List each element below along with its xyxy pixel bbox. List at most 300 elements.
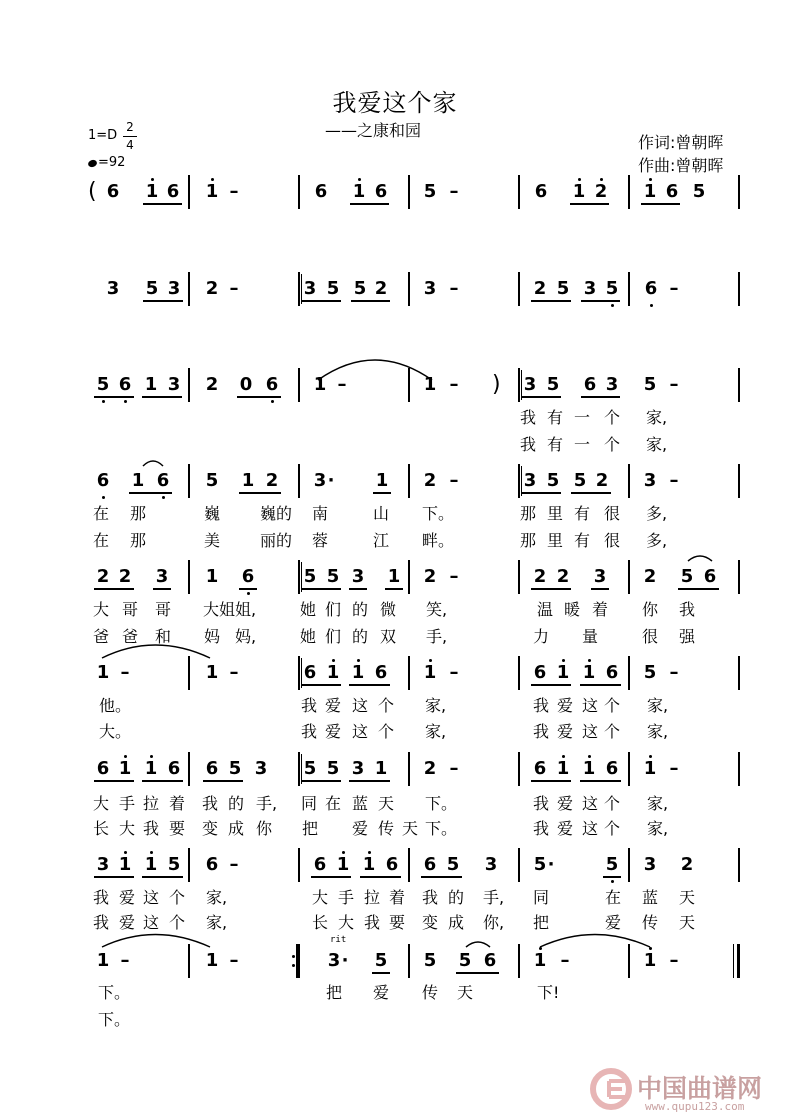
lyric-syllable: 爱: [557, 794, 574, 813]
tie-slur: [102, 645, 210, 658]
note: 2: [96, 566, 110, 587]
note: –: [669, 278, 679, 299]
note: 5: [145, 278, 159, 299]
note: 1: [144, 854, 158, 875]
note: 5: [96, 374, 110, 395]
watermark: [589, 1063, 789, 1119]
note: 6: [534, 181, 548, 202]
lyric-syllable: 多,: [646, 531, 668, 550]
lyric-syllable: 家,: [425, 722, 447, 741]
key-signature: 1=D: [88, 128, 118, 143]
lyric-syllable: 我: [533, 696, 550, 715]
note: 3: [313, 470, 327, 491]
note: 1: [326, 662, 340, 683]
lyric-syllable: 那: [130, 531, 147, 550]
lyric-syllable: 妈,: [235, 627, 257, 646]
lyric-syllable: 在: [325, 794, 342, 813]
note: 3: [523, 470, 537, 491]
lyric-syllable: 家,: [647, 696, 669, 715]
lyric-syllable: 手,: [483, 888, 505, 907]
lyric-syllable: 双: [380, 627, 397, 646]
lyric-syllable: 我: [202, 794, 219, 813]
lyric-syllable: 爱: [325, 696, 342, 715]
note: 1: [362, 854, 376, 875]
note: 3: [643, 854, 657, 875]
note: 1: [387, 566, 401, 587]
note: 3: [155, 566, 169, 587]
repeat-open-paren: (: [88, 179, 97, 204]
note: 6: [703, 566, 717, 587]
note: 5: [326, 278, 340, 299]
note: 1: [423, 374, 437, 395]
note: 2: [423, 470, 437, 491]
lyric-syllable: 变: [422, 913, 439, 932]
lyric-syllable: 个: [169, 913, 186, 932]
note: 6: [314, 181, 328, 202]
note: 1: [643, 950, 657, 971]
lyric-syllable: 个: [378, 722, 395, 741]
note: 1: [96, 950, 110, 971]
lyric-syllable: 妈: [204, 627, 221, 646]
note: 6: [118, 374, 132, 395]
lyric-syllable: 美: [204, 531, 221, 550]
note: –: [449, 662, 459, 683]
note: 6: [583, 374, 597, 395]
note: 3: [167, 278, 181, 299]
note: 1: [144, 758, 158, 779]
note: –: [560, 950, 570, 971]
lyric-syllable: 着: [169, 794, 186, 813]
lyric-syllable: 成: [448, 913, 465, 932]
lyric-syllable: 传: [378, 819, 395, 838]
note: 2: [594, 181, 608, 202]
lyric-syllable: 那: [520, 531, 537, 550]
lyric-syllable: 这: [352, 696, 369, 715]
lyric-syllable: 传: [422, 983, 439, 1002]
note: 6: [385, 854, 399, 875]
watermark-url: www.qupu123.com: [645, 1100, 745, 1113]
lyric-syllable: 爱: [557, 819, 574, 838]
note: –: [229, 278, 239, 299]
note: 1: [423, 662, 437, 683]
lyric-syllable: 个: [604, 408, 621, 427]
note: –: [229, 950, 239, 971]
note: –: [449, 278, 459, 299]
lyric-syllable: 畔。: [422, 531, 455, 550]
note: 5: [205, 470, 219, 491]
lyric-syllable: 我: [301, 722, 318, 741]
lyric-syllable: 下!: [537, 983, 560, 1002]
note: 1: [351, 662, 365, 683]
lyric-syllable: 把: [302, 819, 319, 838]
note: 3: [106, 278, 120, 299]
lyric-syllable: 成: [228, 819, 245, 838]
lyric-syllable: 家,: [646, 408, 668, 427]
lyric-syllable: 丽的: [260, 531, 293, 550]
lyric-syllable: 里: [547, 531, 564, 550]
lyricist-credit: 作词:曾朝晖: [638, 133, 724, 152]
note: 6: [167, 758, 181, 779]
lyric-syllable: 蓉: [312, 531, 329, 550]
lyric-syllable: 天: [457, 983, 474, 1002]
slur: [143, 461, 163, 466]
lyric-syllable: 同: [533, 888, 550, 907]
note: 1: [582, 758, 596, 779]
note: –: [669, 662, 679, 683]
note: 5: [167, 854, 181, 875]
lyric-syllable: 巍的: [260, 504, 293, 523]
lyric-syllable: 个: [604, 696, 621, 715]
lyric-syllable: 大: [93, 794, 110, 813]
lyric-syllable: 温: [537, 600, 554, 619]
note: 3: [96, 854, 110, 875]
note: 2: [680, 854, 694, 875]
note: 6: [156, 470, 170, 491]
lyric-syllable: 蓝: [352, 794, 369, 813]
note: 2: [423, 566, 437, 587]
lyric-syllable: 长: [312, 913, 329, 932]
song-subtitle: ——之康和园: [325, 121, 422, 140]
lyric-syllable: 我: [679, 600, 696, 619]
lyric-syllable: 爱: [325, 722, 342, 741]
repeat-close-paren: ): [492, 372, 501, 397]
note: 6: [166, 181, 180, 202]
note: –: [449, 758, 459, 779]
lyric-syllable: 下。: [425, 794, 458, 813]
note: 6: [205, 758, 219, 779]
note: 6: [423, 854, 437, 875]
note: 1: [556, 662, 570, 683]
lyric-syllable: 在: [93, 531, 110, 550]
lyric-syllable: 爱: [119, 888, 136, 907]
lyric-syllable: 个: [604, 722, 621, 741]
note: 5: [353, 278, 367, 299]
lyric-syllable: 这: [582, 794, 599, 813]
note: 1: [205, 662, 219, 683]
lyric-syllable: 天: [402, 819, 419, 838]
lyric-syllable: 那: [520, 504, 537, 523]
note: 6: [644, 278, 658, 299]
note: –: [669, 470, 679, 491]
lyric-syllable: 要: [389, 913, 406, 932]
tie-slur: [102, 935, 210, 948]
lyric-syllable: 你: [256, 819, 273, 838]
note: 5: [303, 566, 317, 587]
lyric-syllable: 拉: [143, 794, 160, 813]
note: 2: [533, 566, 547, 587]
lyric-syllable: 同: [301, 794, 318, 813]
lyric-syllable: 家,: [206, 888, 228, 907]
note: 0: [239, 374, 253, 395]
note: 1: [582, 662, 596, 683]
lyric-syllable: 大。: [99, 722, 132, 741]
note: –: [229, 854, 239, 875]
note: 6: [483, 950, 497, 971]
note: –: [669, 758, 679, 779]
note: 1: [96, 662, 110, 683]
note: 1: [118, 854, 132, 875]
lyric-syllable: 量: [582, 627, 599, 646]
note: 5: [326, 758, 340, 779]
note: 6: [533, 758, 547, 779]
note: 1: [375, 470, 389, 491]
lyric-syllable: 要: [169, 819, 186, 838]
lyric-syllable: 这: [582, 819, 599, 838]
lyric-syllable: 爱: [373, 983, 390, 1002]
note: 3: [523, 374, 537, 395]
note: 3: [351, 758, 365, 779]
lyric-syllable: 那: [130, 504, 147, 523]
note: –: [120, 662, 130, 683]
lyric-syllable: 爸: [93, 627, 110, 646]
lyric-syllable: 个: [604, 819, 621, 838]
lyric-syllable: 把: [326, 983, 343, 1002]
lyric-syllable: 她: [300, 600, 317, 619]
lyric-syllable: 哥: [155, 600, 172, 619]
lyric-syllable: 家,: [206, 913, 228, 932]
lyric-syllable: 微: [380, 600, 397, 619]
lyric-syllable: 手: [119, 794, 136, 813]
lyric-syllable: 爱: [119, 913, 136, 932]
note: 3: [303, 278, 317, 299]
note: 5: [643, 374, 657, 395]
note: 6: [665, 181, 679, 202]
lyric-syllable: 家,: [425, 696, 447, 715]
note: 5: [680, 566, 694, 587]
note: 5: [374, 950, 388, 971]
note: 1: [374, 758, 388, 779]
note: 5: [546, 470, 560, 491]
note: 2: [556, 566, 570, 587]
note: 5: [573, 470, 587, 491]
note: 1: [131, 470, 145, 491]
lyric-syllable: 有: [547, 435, 564, 454]
lyric-syllable: 你,: [483, 913, 505, 932]
lyric-syllable: 我: [364, 913, 381, 932]
lyric-syllable: 家,: [646, 435, 668, 454]
lyric-syllable: 我: [143, 819, 160, 838]
note: 2: [205, 278, 219, 299]
note: –: [669, 950, 679, 971]
lyric-syllable: 很: [604, 504, 621, 523]
lyric-syllable: 着: [389, 888, 406, 907]
lyric-syllable: 这: [582, 722, 599, 741]
lyric-syllable: 的: [352, 627, 369, 646]
lyric-syllable: 有: [574, 504, 591, 523]
lyric-syllable: 这: [143, 913, 160, 932]
lyric-syllable: 下。: [425, 819, 458, 838]
note: 1: [352, 181, 366, 202]
lyric-syllable: 山: [373, 504, 390, 523]
lyric-syllable: 一: [574, 435, 591, 454]
note: 5: [423, 181, 437, 202]
tempo-marking: =92: [88, 155, 125, 170]
lyric-syllable: 这: [352, 722, 369, 741]
note: 1: [533, 950, 547, 971]
note: –: [337, 374, 347, 395]
rit-marking: rit: [330, 935, 347, 945]
lyric-syllable: 暖: [564, 600, 581, 619]
lyric-syllable: 你: [642, 600, 659, 619]
note: 3: [593, 566, 607, 587]
lyric-syllable: 下。: [422, 504, 455, 523]
note: 2: [595, 470, 609, 491]
note: ·: [327, 470, 335, 491]
note: 1: [144, 374, 158, 395]
lyric-syllable: 们: [325, 627, 342, 646]
lyric-syllable: 爱: [605, 913, 622, 932]
note: 1: [336, 854, 350, 875]
note: 5: [556, 278, 570, 299]
note: 5: [546, 374, 560, 395]
lyric-syllable: 手,: [426, 627, 448, 646]
note: 5: [458, 950, 472, 971]
note: 3: [423, 278, 437, 299]
lyric-syllable: 我: [520, 408, 537, 427]
note: 2: [374, 278, 388, 299]
lyric-syllable: 个: [604, 435, 621, 454]
lyric-syllable: 我: [533, 722, 550, 741]
note: –: [229, 662, 239, 683]
note: –: [449, 566, 459, 587]
note: 2: [205, 374, 219, 395]
lyric-syllable: 大: [312, 888, 329, 907]
lyric-syllable: 我: [533, 794, 550, 813]
lyric-syllable: 在: [605, 888, 622, 907]
note: 2: [533, 278, 547, 299]
note: 1: [572, 181, 586, 202]
lyric-syllable: 里: [547, 504, 564, 523]
lyric-syllable: 和: [155, 627, 172, 646]
note: 3: [643, 470, 657, 491]
note: 6: [533, 662, 547, 683]
note: 2: [118, 566, 132, 587]
note: 2: [423, 758, 437, 779]
lyric-syllable: 巍: [204, 504, 221, 523]
slur: [688, 556, 712, 561]
lyric-syllable: 爸: [122, 627, 139, 646]
note: 5: [326, 566, 340, 587]
note: 1: [205, 950, 219, 971]
lyric-syllable: 哥: [122, 600, 139, 619]
note: 1: [313, 374, 327, 395]
lyric-syllable: 这: [582, 696, 599, 715]
lyric-syllable: 多,: [646, 504, 668, 523]
note: 1: [205, 566, 219, 587]
lyric-syllable: 家,: [647, 722, 669, 741]
note: 5: [303, 758, 317, 779]
lyric-syllable: 天: [679, 913, 696, 932]
lyric-syllable: 个: [169, 888, 186, 907]
note: 1: [556, 758, 570, 779]
lyric-syllable: 很: [642, 627, 659, 646]
lyric-syllable: 个: [378, 696, 395, 715]
lyric-syllable: 下。: [98, 983, 131, 1002]
lyric-syllable: 家,: [647, 794, 669, 813]
slur: [466, 942, 490, 947]
lyric-syllable: 很: [604, 531, 621, 550]
note: ·: [547, 854, 555, 875]
note: –: [669, 374, 679, 395]
note: 6: [605, 758, 619, 779]
lyric-syllable: 笑,: [426, 600, 448, 619]
note: 3: [254, 758, 268, 779]
note: 6: [374, 662, 388, 683]
lyric-syllable: 我: [533, 819, 550, 838]
lyric-syllable: 江: [373, 531, 390, 550]
note: 3: [167, 374, 181, 395]
lyric-syllable: 强: [679, 627, 696, 646]
note: 3: [351, 566, 365, 587]
note: 2: [265, 470, 279, 491]
note: 5: [643, 662, 657, 683]
lyric-syllable: 的: [228, 794, 245, 813]
lyric-syllable: 力: [533, 627, 550, 646]
lyric-syllable: 天: [679, 888, 696, 907]
note: 1: [643, 181, 657, 202]
lyric-syllable: 把: [533, 913, 550, 932]
lyric-syllable: 拉: [364, 888, 381, 907]
note: 1: [241, 470, 255, 491]
note: 6: [605, 662, 619, 683]
lyric-syllable: 南: [312, 504, 329, 523]
site-logo-icon: [589, 1067, 635, 1113]
note: 6: [205, 854, 219, 875]
note: 5: [228, 758, 242, 779]
lyric-syllable: 我: [93, 888, 110, 907]
lyric-syllable: 这: [143, 888, 160, 907]
note: 1: [205, 181, 219, 202]
lyric-syllable: 着: [592, 600, 609, 619]
lyric-syllable: 她: [300, 627, 317, 646]
note: 6: [96, 758, 110, 779]
note: 5: [446, 854, 460, 875]
lyric-syllable: 大: [338, 913, 355, 932]
note: 1: [118, 758, 132, 779]
lyric-syllable: 他。: [99, 696, 132, 715]
note: 3: [605, 374, 619, 395]
lyric-syllable: 在: [93, 504, 110, 523]
note: 3: [327, 950, 341, 971]
note: 5: [605, 278, 619, 299]
note: 5: [692, 181, 706, 202]
song-title: 我爱这个家: [332, 89, 458, 117]
composer-credit: 作曲:曾朝晖: [638, 156, 724, 175]
note: 6: [96, 470, 110, 491]
lyric-syllable: 我: [301, 696, 318, 715]
lyric-syllable: 我: [520, 435, 537, 454]
note: 6: [303, 662, 317, 683]
note: 3: [583, 278, 597, 299]
lyric-syllable: 爱: [557, 696, 574, 715]
note: 6: [313, 854, 327, 875]
lyric-syllable: 长: [93, 819, 110, 838]
lyric-syllable: 个: [604, 794, 621, 813]
note: 3: [484, 854, 498, 875]
note: 5: [605, 854, 619, 875]
watermark-brand: 中国曲谱网: [637, 1074, 763, 1103]
lyric-syllable: 传: [642, 913, 659, 932]
lyric-syllable: 姐,: [235, 600, 257, 619]
note: 5: [423, 950, 437, 971]
note: ·: [341, 950, 349, 971]
lyric-syllable: 们: [325, 600, 342, 619]
note: 1: [643, 758, 657, 779]
note: 1: [145, 181, 159, 202]
lyric-syllable: 我: [93, 913, 110, 932]
lyric-syllable: 我: [422, 888, 439, 907]
lyric-syllable: 手: [338, 888, 355, 907]
